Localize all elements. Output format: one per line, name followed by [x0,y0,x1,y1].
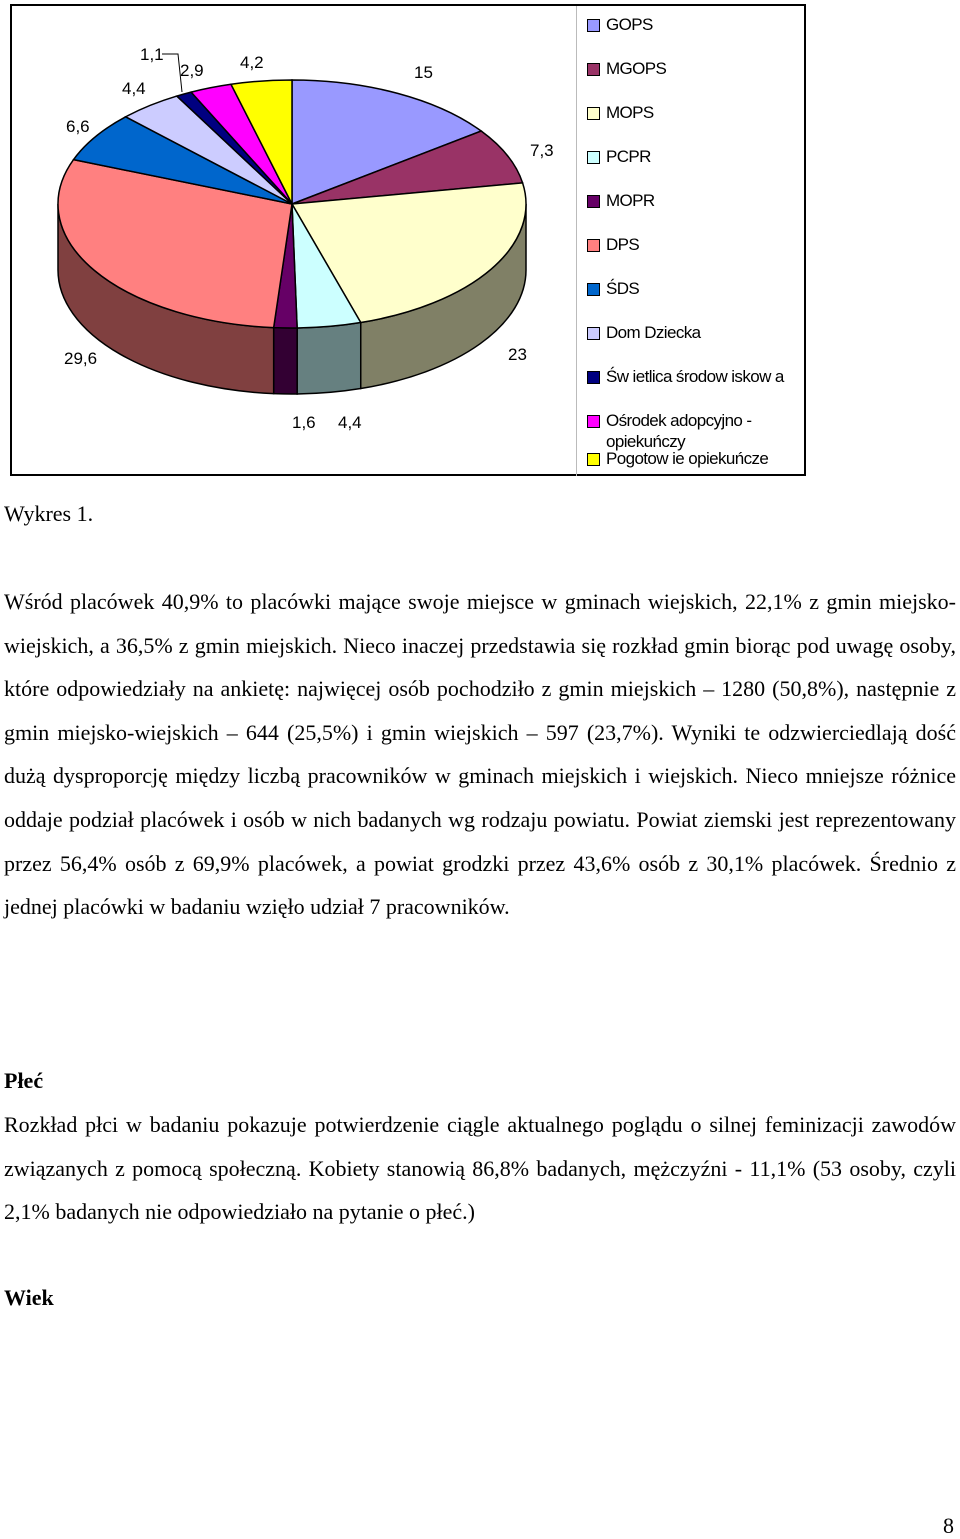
legend-label: MOPR [606,191,655,210]
legend-swatch [587,19,600,32]
data-label-3: 4,4 [338,413,362,432]
legend-swatch [587,63,600,76]
legend-swatch [587,195,600,208]
legend-item [587,234,806,255]
legend-item [587,278,806,299]
legend-item [587,146,806,167]
legend-item [587,410,806,452]
legend-swatch [587,239,600,252]
data-label-7: 4,4 [122,79,146,98]
legend-item [587,322,806,343]
legend-item [587,366,806,387]
chart-legend [576,6,807,476]
data-label-8: 1,1 [140,45,164,64]
legend-item [587,190,806,211]
data-label-9: 2,9 [180,61,204,80]
leader-line [162,54,182,92]
data-label-0: 15 [414,63,433,82]
legend-label: GOPS [606,15,653,34]
legend-swatch [587,371,600,384]
legend-swatch [587,453,600,466]
legend-label: ŚDS [606,279,640,298]
paragraph-locations: Wśród placówek 40,9% to placówki mające swoje miejsce w gminach wiejskich, 22,1% z gmin miejsko-wiejskich, a 36,5% z gmin miejskich. Nieco inaczej przedstawia się rozkład gmin biorąc pod uwagę osoby, które odpowiedziały na ankietę: najwięcej osób pochodziło z gmin miejskich – 1280 (50,8%), następnie z gmin miejsko-wiejskich – 644 (25,5%) i gmin wiejskich – 597 (23,7%). Wyniki te odzwierciedlają dość dużą dysproporcję między liczbą pracowników w gminach miejskich i wiejskich. Nieco mniejsze różnice oddaje podział placówek i osób w nich badanych wg rodzaju powiatu. Powiat ziemski jest reprezentowany przez 56,4% osób z 69,9% placówek, a powiat grodzki przez 43,6% osób z 30,1% placówek. Średnio z jednej placówki w badaniu wzięło udział 7 pracowników. [4,589,956,920]
pie-side-4 [274,328,297,394]
heading-age: Wiek [4,1285,54,1310]
legend-item [587,14,806,35]
legend-label: MOPS [606,103,654,122]
data-label-5: 29,6 [64,349,98,368]
data-label-4: 1,6 [292,413,316,432]
heading-gender: Płeć [4,1068,44,1093]
legend-label: Pogotow ie opiekuńcze [606,449,769,468]
data-label-1: 7,3 [530,141,554,160]
legend-label: DPS [606,235,640,254]
legend-label: Dom Dziecka [606,323,701,342]
legend-swatch [587,107,600,120]
data-label-2: 23 [508,345,527,364]
legend-label: PCPR [606,147,651,166]
pie-chart [12,6,576,476]
legend-label: Ośrodek adopcyjno - opiekuńczy [606,411,752,451]
legend-swatch [587,327,600,340]
pie-side-3 [297,323,361,394]
legend-item [587,58,806,79]
legend-swatch [587,151,600,164]
legend-swatch [587,283,600,296]
legend-label: Św ietlica środow iskow a [606,367,784,386]
legend-swatch [587,415,600,428]
page-number: 8 [943,1513,954,1538]
legend-item [587,102,806,123]
legend-item [587,448,806,469]
legend-label: MGOPS [606,59,667,78]
pie-chart-frame [10,4,806,476]
data-label-10: 4,2 [240,53,264,72]
chart-caption: Wykres 1. [4,501,94,526]
paragraph-gender: Rozkład płci w badaniu pokazuje potwierdzenie ciągle aktualnego poglądu o silnej feminizacji zawodów związanych z pomocą społeczną. Kobiety stanowią 86,8% badanych, mężczyźni - 11,1% (53 osoby, czyli 2,1% badanych nie odpowiedziało na pytanie o płeć.) [4,1112,956,1225]
data-label-6: 6,6 [66,117,90,136]
